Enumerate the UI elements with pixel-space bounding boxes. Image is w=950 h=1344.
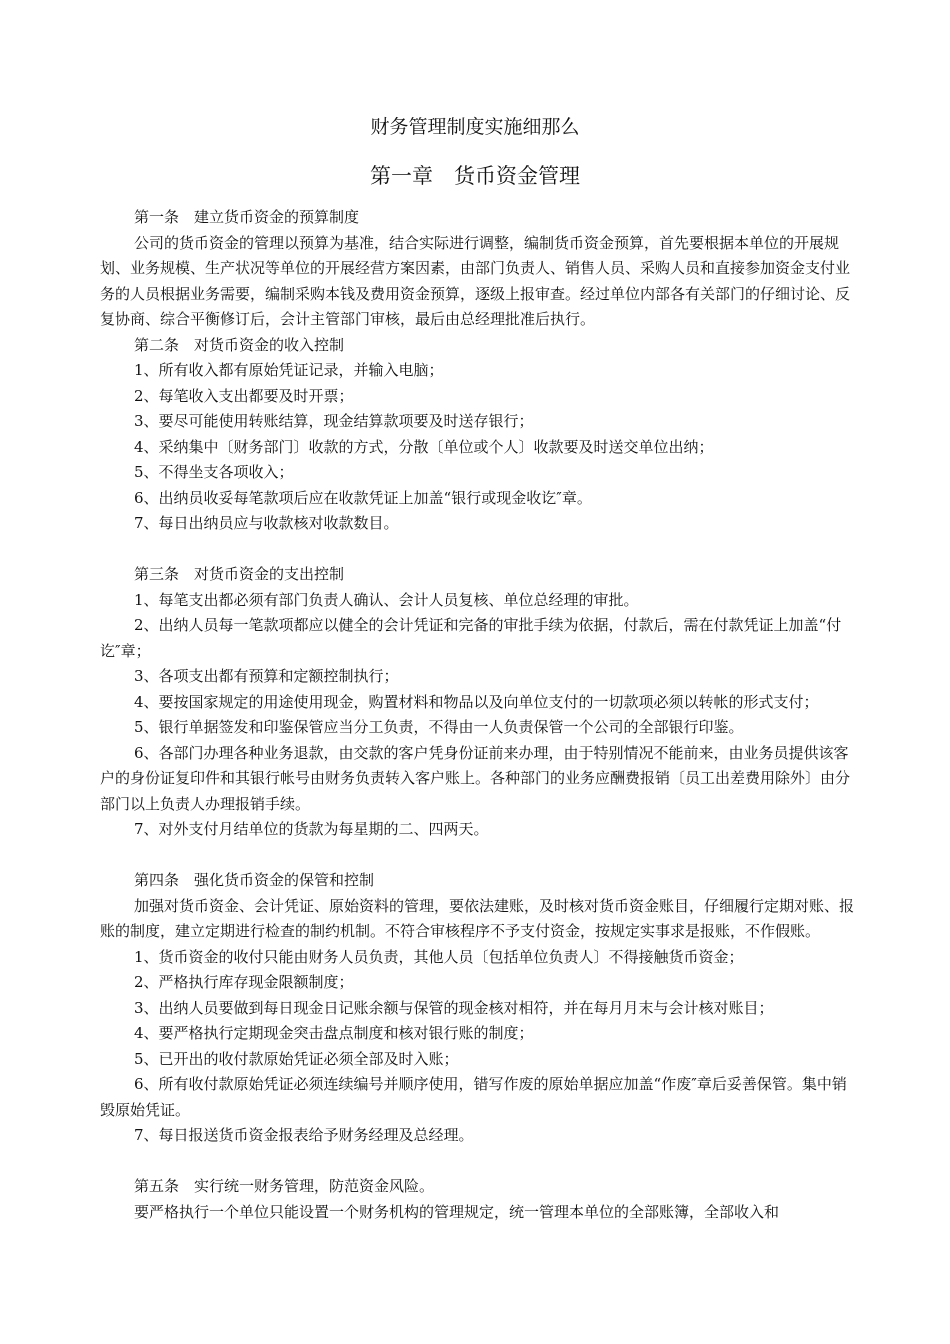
list-item: 1、货币资金的收付只能由财务人员负责，其他人员〔包括单位负责人〕不得接触货币资金；	[134, 947, 744, 966]
body-paragraph: 要严格执行一个单位只能设置一个财务机构的管理规定，统一管理本单位的全部账簿，全部收入和	[134, 1202, 780, 1221]
list-item: 2、每笔收入支出都要及时开票；	[134, 386, 354, 405]
chapter-title: 第一章 货币资金管理	[370, 164, 580, 188]
list-item: 7、每日报送货币资金报表给予财务经理及总经理。	[134, 1126, 474, 1144]
document-body	[100, 205, 860, 1225]
article-heading: 第二条 对货币资金的收入控制	[134, 335, 345, 354]
list-item: 1、所有收入都有原始凭证记录，并输入电脑；	[134, 361, 444, 379]
list-item: 7、每日出纳员应与收款核对收款数目。	[134, 514, 399, 532]
list-item: 6、各部门办理各种业务退款，由交款的客户凭身份证前来办理，由于特别情况不能前来，由业务员提供该客户的身份证复印件和其银行帐号由财务负责转入客户账上。各种部门的业务应酬费报销〔员工出差费用除外〕由分部门以上负责人办理报销手续。	[100, 743, 851, 813]
list-item: 6、出纳员收妥每笔款项后应在收款凭证上加盖“银行或现金收讫″章。	[134, 488, 592, 507]
list-item: 1、每笔支出都必须有部门负责人确认、会计人员复核、单位总经理的审批。	[134, 590, 639, 609]
list-item: 4、要按国家规定的用途使用现金，购置材料和物品以及向单位支付的一切款项必须以转帐的形式支付；	[134, 692, 819, 711]
body-paragraph: 加强对货币资金、会计凭证、原始资料的管理，要依法建账，及时核对货币资金账目，仔细履行定期对账、报账的制度，建立定期进行检查的制约机制。不符合审核程序不予支付资金，按规定实事求是报账，不作假账。	[100, 896, 855, 940]
list-item: 3、各项支出都有预算和定额控制执行；	[134, 667, 399, 685]
article-heading: 第五条 实行统一财务管理，防范资金风险。	[134, 1177, 435, 1195]
body-paragraph: 公司的货币资金的管理以预算为基准，结合实际进行调整，编制货币资金预算，首先要根据本单位的开展规划、业务规模、生产状况等单位的开展经营方案因素，由部门负责人、销售人员、采购人员和直接参加资金支付业务的人员根据业务需要，编制采购本钱及费用资金预算，逐级上报审查。经过单位内部各有关部门的仔细讨论、反复协商、综合平衡修订后，会计主管部门审核，最后由总经理批准后执行。	[100, 233, 851, 328]
list-item: 5、银行单据签发和印鉴保管应当分工负责，不得由一人负责保管一个公司的全部银行印鉴。	[134, 718, 744, 736]
list-item: 4、要严格执行定期现金突击盘点制度和核对银行账的制度；	[134, 1024, 534, 1042]
list-item: 4、采纳集中〔财务部门〕收款的方式，分散〔单位或个人〕收款要及时送交单位出纳；	[134, 437, 714, 456]
list-item: 5、已开出的收付款原始凭证必须全部及时入账；	[134, 1049, 459, 1068]
article-heading: 第三条 对货币资金的支出控制	[134, 565, 345, 583]
list-item: 2、严格执行库存现金限额制度；	[134, 973, 354, 991]
list-item: 3、出纳人员要做到每日现金日记账余额与保管的现金核对相符，并在每月月末与会计核对账目；	[134, 998, 774, 1017]
blank-line	[100, 1149, 860, 1175]
article-heading: 第四条 强化货币资金的保管和控制	[134, 871, 375, 889]
document-title: 财务管理制度实施细那么	[370, 116, 580, 138]
list-item: 2、出纳人员每一笔款项都应以健全的会计凭证和完备的审批手续为依据，付款后，需在付款凭证上加盖“付讫″章；	[100, 616, 842, 660]
list-item: 6、所有收付款原始凭证必须连续编号并顺序使用，错写作废的原始单据应加盖“作废″章后妥善保管。集中销毁原始凭证。	[100, 1075, 847, 1119]
blank-line	[100, 537, 860, 563]
list-item: 3、要尽可能使用转账结算，现金结算款项要及时送存银行；	[134, 412, 534, 430]
list-item: 5、不得坐支各项收入；	[134, 463, 294, 481]
list-item: 7、对外支付月结单位的货款为每星期的二、四两天。	[134, 820, 489, 838]
article-heading: 第一条 建立货币资金的预算制度	[134, 208, 360, 226]
blank-line	[100, 843, 860, 869]
